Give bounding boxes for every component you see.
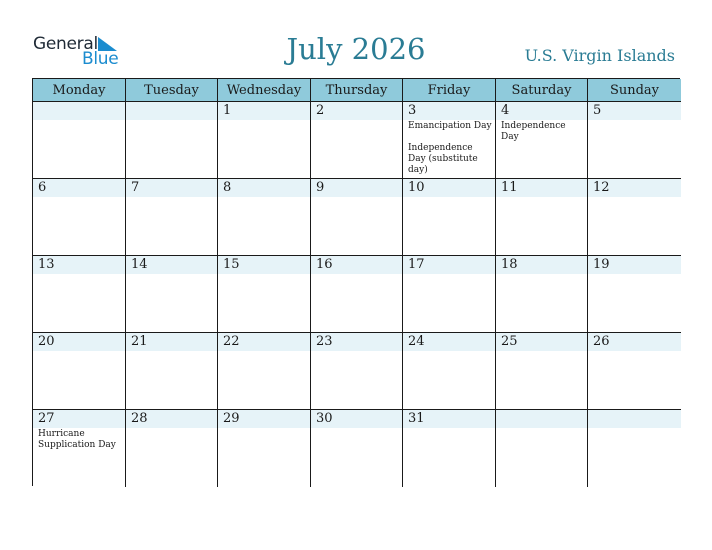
day-cell[interactable] [218,102,311,179]
weekday-header-saturday: Saturday [496,79,588,102]
day-number: 20 [38,334,55,349]
logo-text-blue: Blue [82,49,119,69]
day-cell[interactable] [496,179,588,256]
day-cell[interactable] [496,410,588,487]
day-number: 15 [223,257,240,272]
day-number: 10 [408,180,425,195]
day-number: 7 [131,180,140,195]
day-number: 9 [316,180,325,195]
day-cell[interactable] [403,333,496,410]
day-cell[interactable] [218,256,311,333]
day-cell[interactable] [33,410,126,487]
holiday-label: Emancipation Day [408,121,492,131]
day-cell[interactable] [126,102,218,179]
day-cell[interactable] [496,102,588,179]
day-cell[interactable] [496,333,588,410]
day-number: 1 [223,103,232,118]
day-cell[interactable] [218,333,311,410]
day-cell[interactable] [403,179,496,256]
day-cell[interactable] [33,102,126,179]
day-cell[interactable] [218,410,311,487]
day-cell[interactable] [403,410,496,487]
day-number: 17 [408,257,425,272]
weekday-header-thursday: Thursday [311,79,403,102]
day-number: 28 [131,411,148,426]
day-number: 19 [593,257,610,272]
day-cell[interactable] [126,333,218,410]
day-number: 14 [131,257,148,272]
day-cell[interactable] [588,102,681,179]
day-cell[interactable] [588,179,681,256]
day-cell[interactable] [311,333,403,410]
weekday-header-wednesday: Wednesday [218,79,311,102]
day-cell[interactable] [126,179,218,256]
weekday-header-tuesday: Tuesday [126,79,218,102]
day-cell[interactable] [218,179,311,256]
holiday-label: Independence Day [501,121,566,142]
day-cell[interactable] [403,102,496,179]
day-number: 2 [316,103,325,118]
day-number: 23 [316,334,333,349]
day-cell[interactable] [588,333,681,410]
day-number: 29 [223,411,240,426]
day-cell[interactable] [311,410,403,487]
day-number: 21 [131,334,148,349]
day-cell[interactable] [33,179,126,256]
day-cell[interactable] [33,333,126,410]
day-cell[interactable] [496,256,588,333]
day-number: 4 [501,103,510,118]
holiday-list [501,121,585,143]
day-number: 12 [593,180,610,195]
holiday-list [38,429,123,451]
day-cell[interactable] [33,256,126,333]
day-number: 8 [223,180,232,195]
weekday-header-sunday: Sunday [588,79,681,102]
day-cell[interactable] [588,410,681,487]
day-cell[interactable] [311,256,403,333]
day-number: 24 [408,334,425,349]
day-number: 27 [38,411,55,426]
weekday-header-friday: Friday [403,79,496,102]
day-number: 18 [501,257,518,272]
day-number: 26 [593,334,610,349]
logo-text-general: General [33,34,98,54]
day-number: 25 [501,334,518,349]
holiday-list [408,121,493,176]
weekday-header-monday: Monday [33,79,126,102]
day-number: 16 [316,257,333,272]
day-number: 6 [38,180,47,195]
day-cell[interactable] [126,410,218,487]
holiday-label: Hurricane Supplication Day [38,429,116,450]
day-number: 30 [316,411,333,426]
day-number: 11 [501,180,518,195]
day-cell[interactable] [311,102,403,179]
day-number: 22 [223,334,240,349]
day-cell[interactable] [403,256,496,333]
region-label: U.S. Virgin Islands [524,46,675,65]
day-number: 13 [38,257,55,272]
calendar-grid [32,78,680,486]
day-cell[interactable] [126,256,218,333]
calendar-title: July 2026 [286,32,426,66]
day-number: 3 [408,103,417,118]
day-cell[interactable] [588,256,681,333]
day-cell[interactable] [311,179,403,256]
holiday-label: Independence Day (substitute day) [408,143,478,175]
day-number: 31 [408,411,425,426]
day-number: 5 [593,103,602,118]
